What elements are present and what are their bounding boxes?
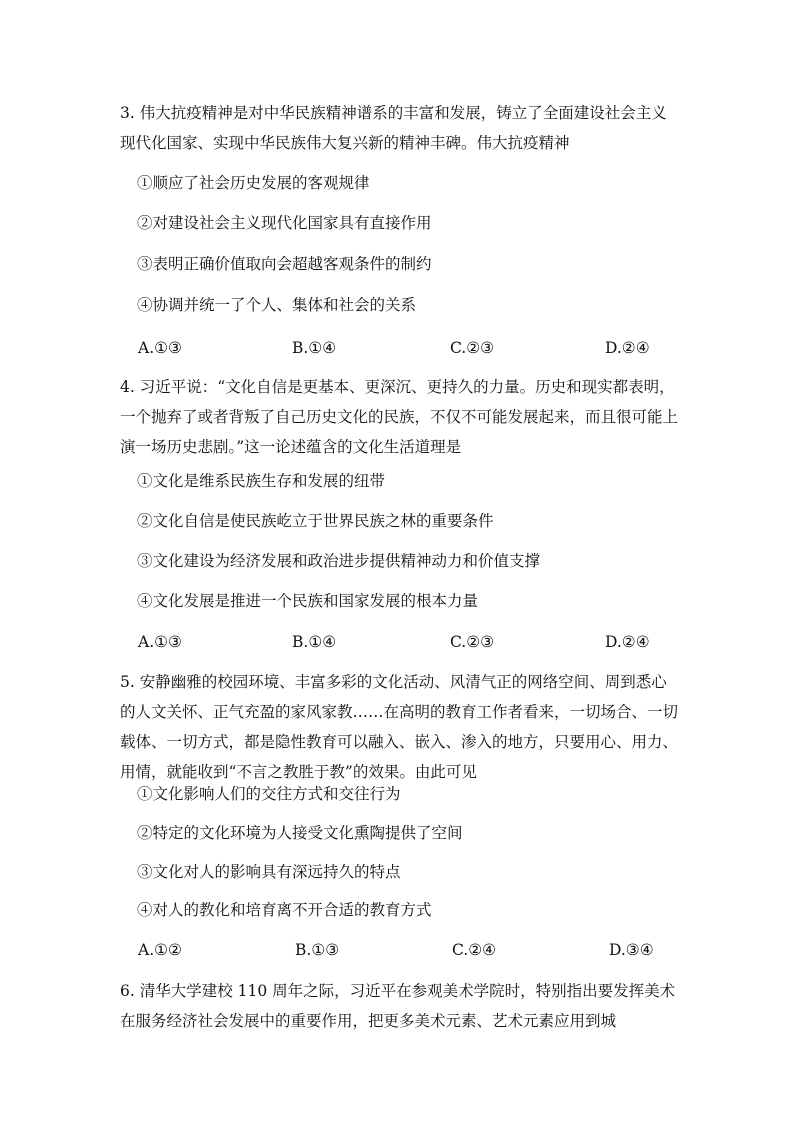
question-6-stem-block — [120, 976, 680, 1036]
question-4-stem-block — [120, 372, 680, 462]
question-3-answer-a: A.①③ — [138, 339, 182, 357]
question-5-option-4: ④对人的教化和培育离不开合适的教育方式 — [137, 901, 432, 919]
question-3-answer-c: C.②③ — [450, 339, 495, 357]
question-4-option-4: ④文化发展是推进一个民族和国家发展的根本力量 — [137, 592, 479, 610]
question-3-answer-d: D.②④ — [605, 339, 650, 357]
question-5-answer-a: A.①② — [138, 941, 182, 959]
question-3-option-4: ④协调并统一了个人、集体和社会的关系 — [137, 296, 417, 314]
question-4-option-1: ①文化是维系民族生存和发展的纽带 — [137, 472, 386, 490]
question-3-option-1: ①顺应了社会历史发展的客观规律 — [137, 174, 370, 192]
question-5-option-2: ②特定的文化环境为人接受文化熏陶提供了空间 — [137, 824, 463, 842]
question-number: 4. — [120, 378, 135, 396]
question-4-option-3: ③文化建设为经济发展和政治进步提供精神动力和价值支撑 — [137, 552, 541, 570]
question-number: 5. — [120, 673, 135, 691]
question-5-answer-c: C.②④ — [452, 941, 497, 959]
question-4-answer-d: D.②④ — [605, 633, 650, 651]
question-3-stem-block — [120, 98, 680, 158]
question-number: 3. — [120, 104, 135, 122]
question-3-option-3: ③表明正确价值取向会超越客观条件的制约 — [137, 255, 432, 273]
question-5-answer-b: B.①③ — [295, 941, 340, 959]
question-stem: 清华大学建校 110 周年之际，习近平在参观美术学院时，特别指出要发挥美术在服务经济社会发展中的重要作用，把更多美术元素、艺术元素应用到城 — [120, 982, 676, 1030]
question-5-option-1: ①文化影响人们的交往方式和交往行为 — [137, 785, 401, 803]
question-stem: 安静幽雅的校园环境、丰富多彩的文化活动、风清气正的网络空间、周到悉心的人文关怀、正气充盈的家风家教……在高明的教育工作者看来，一切场合、一切载体、一切方式，都是隐性教育可以融入、嵌入、渗入的地方，只要用心、用力、用情，就能收到“不言之教胜于教”的效果。由此可见 — [120, 673, 679, 781]
question-number: 6. — [120, 982, 135, 1000]
question-5-option-3: ③文化对人的影响具有深远持久的特点 — [137, 863, 401, 881]
question-3-answer-b: B.①④ — [292, 339, 337, 357]
question-5-answer-d: D.③④ — [609, 941, 654, 959]
question-4-answer-a: A.①③ — [138, 633, 182, 651]
question-4-option-2: ②文化自信是使民族屹立于世界民族之林的重要条件 — [137, 512, 494, 530]
question-4-answer-b: B.①④ — [292, 633, 337, 651]
question-stem: 习近平说：“文化自信是更基本、更深沉、更持久的力量。历史和现实都表明，一个抛弃了或者背叛了自己历史文化的民族，不仅不可能发展起来，而且很可能上演一场历史悲剧。”这一论述蕴含的文化生活道理是 — [120, 378, 679, 456]
question-3-option-2: ②对建设社会主义现代化国家具有直接作用 — [137, 214, 432, 232]
question-stem: 伟大抗疫精神是对中华民族精神谱系的丰富和发展，铸立了全面建设社会主义现代化国家、实现中华民族伟大复兴新的精神丰碑。伟大抗疫精神 — [120, 104, 667, 152]
question-5-stem-block — [120, 667, 680, 787]
question-4-answer-c: C.②③ — [450, 633, 495, 651]
